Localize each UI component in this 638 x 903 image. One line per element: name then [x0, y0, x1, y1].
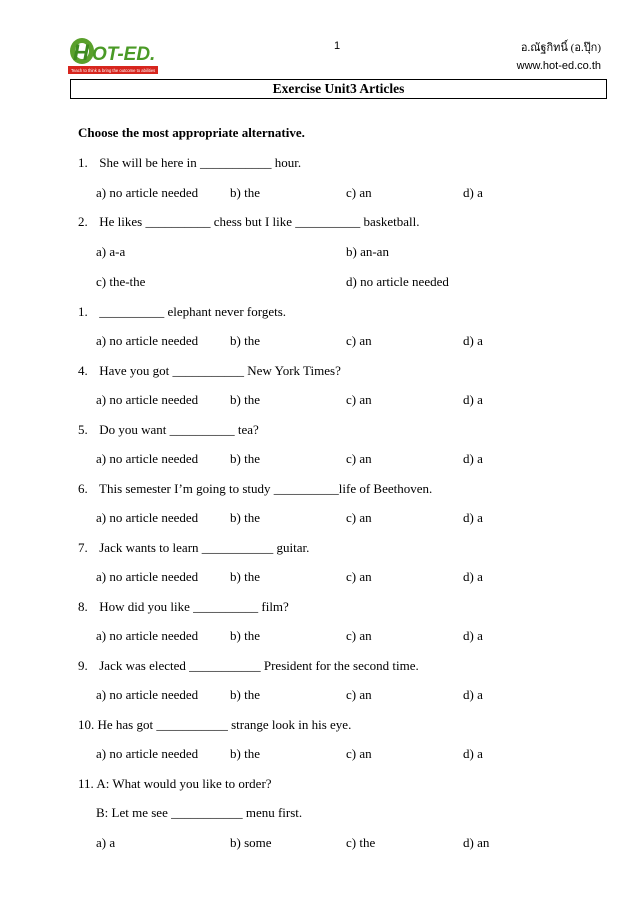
- page-number: 1: [334, 40, 341, 52]
- options-row: [96, 392, 596, 408]
- instruction-text: Choose the most appropriate alternative.: [78, 125, 305, 140]
- question-number: 6.: [78, 481, 88, 496]
- option-b[interactable]: b) an-an: [346, 244, 389, 259]
- options-row: [96, 569, 596, 585]
- option-b[interactable]: b) the: [230, 746, 260, 761]
- option-a[interactable]: a) no article needed: [96, 451, 199, 466]
- option-a[interactable]: a) no article needed: [96, 185, 199, 200]
- question-text: Jack wants to learn ___________ guitar.: [99, 540, 310, 555]
- question-number: 1.: [78, 304, 88, 319]
- option-c[interactable]: c) an: [346, 185, 372, 200]
- question-text: He likes __________ chess but I like __________ basketball.: [99, 214, 420, 229]
- page-title: Exercise Unit3 Articles: [70, 79, 607, 99]
- option-a[interactable]: a) no article needed: [96, 569, 199, 584]
- option-c[interactable]: c) an: [346, 510, 372, 525]
- option-b[interactable]: b) some: [230, 835, 272, 850]
- question-5: [78, 422, 259, 438]
- option-b[interactable]: b) the: [230, 392, 260, 407]
- option-d[interactable]: d) a: [463, 451, 483, 466]
- question-text: She will be here in ___________ hour.: [99, 155, 302, 170]
- question-number: 10.: [78, 717, 95, 732]
- option-b[interactable]: b) the: [230, 333, 260, 348]
- option-b[interactable]: b) the: [230, 628, 260, 643]
- option-a[interactable]: a) a: [96, 835, 116, 850]
- option-c[interactable]: c) an: [346, 746, 372, 761]
- option-d[interactable]: d) a: [463, 185, 483, 200]
- question-text: He has got ___________ strange look in his eye.: [97, 717, 352, 732]
- options-row: [96, 274, 596, 290]
- options-row: [96, 510, 596, 526]
- option-a[interactable]: a) no article needed: [96, 510, 199, 525]
- question-text: This semester I’m going to study __________life of Beethoven.: [99, 481, 433, 496]
- author-name: อ.ณัฐกิทนิ์ (อ.ปุ๊ก): [520, 42, 601, 54]
- option-a[interactable]: a) no article needed: [96, 333, 199, 348]
- question-number: 11.: [78, 776, 94, 791]
- website-url[interactable]: www.hot-ed.co.th: [516, 60, 601, 72]
- svg-text:H: H: [73, 40, 89, 65]
- option-a[interactable]: a) no article needed: [96, 687, 199, 702]
- question-7: [78, 540, 309, 556]
- question-1: [78, 155, 301, 171]
- option-c[interactable]: c) the-the: [96, 274, 146, 289]
- option-c[interactable]: c) an: [346, 392, 372, 407]
- option-d[interactable]: d) a: [463, 687, 483, 702]
- option-c[interactable]: c) the: [346, 835, 376, 850]
- hot-ed-logo: [68, 34, 160, 78]
- option-b[interactable]: b) the: [230, 687, 260, 702]
- option-c[interactable]: c) an: [346, 687, 372, 702]
- option-c[interactable]: c) an: [346, 628, 372, 643]
- options-row: [96, 835, 596, 851]
- question-6: [78, 481, 432, 497]
- question-number: 5.: [78, 422, 88, 437]
- option-a[interactable]: a) no article needed: [96, 628, 199, 643]
- option-c[interactable]: c) an: [346, 451, 372, 466]
- question-11-line-2: B: Let me see ___________ menu first.: [96, 805, 303, 820]
- question-2: [78, 214, 420, 230]
- svg-text:Teach to think & bring the out: Teach to think & bring the outcome to abilities: [71, 68, 156, 73]
- option-d[interactable]: d) a: [463, 510, 483, 525]
- question-11: [78, 776, 272, 792]
- option-a[interactable]: a) no article needed: [96, 392, 199, 407]
- question-8: [78, 599, 289, 615]
- question-3: [78, 304, 286, 320]
- option-c[interactable]: c) an: [346, 333, 372, 348]
- option-b[interactable]: b) the: [230, 510, 260, 525]
- option-d[interactable]: d) a: [463, 392, 483, 407]
- question-number: 8.: [78, 599, 88, 614]
- question-text: __________ elephant never forgets.: [99, 304, 287, 319]
- options-row: [96, 687, 596, 703]
- option-b[interactable]: b) the: [230, 185, 260, 200]
- options-row: [96, 185, 596, 201]
- option-d[interactable]: d) an: [463, 835, 490, 850]
- question-number: 4.: [78, 363, 88, 378]
- question-text: Jack was elected ___________ President for the second time.: [99, 658, 419, 673]
- options-row: [96, 746, 596, 762]
- option-b[interactable]: b) the: [230, 451, 260, 466]
- option-d[interactable]: d) a: [463, 628, 483, 643]
- option-a[interactable]: a) no article needed: [96, 746, 199, 761]
- question-text: Have you got ___________ New York Times?: [99, 363, 341, 378]
- option-d[interactable]: d) a: [463, 746, 483, 761]
- option-c[interactable]: c) an: [346, 569, 372, 584]
- question-10: [78, 717, 351, 733]
- option-d[interactable]: d) a: [463, 333, 483, 348]
- question-text: A: What would you like to order?: [96, 776, 272, 791]
- question-4: [78, 363, 341, 379]
- svg-text:OT-ED.: OT-ED.: [92, 44, 156, 65]
- question-9: [78, 658, 419, 674]
- question-text: Do you want __________ tea?: [99, 422, 259, 437]
- question-number: 9.: [78, 658, 88, 673]
- options-row: [96, 244, 596, 260]
- options-row: [96, 333, 596, 349]
- question-number: 2.: [78, 214, 88, 229]
- option-a[interactable]: a) a-a: [96, 244, 126, 259]
- options-row: [96, 451, 596, 467]
- option-d[interactable]: d) no article needed: [346, 274, 449, 289]
- option-d[interactable]: d) a: [463, 569, 483, 584]
- question-text: How did you like __________ film?: [99, 599, 289, 614]
- options-row: [96, 628, 596, 644]
- option-b[interactable]: b) the: [230, 569, 260, 584]
- question-number: 7.: [78, 540, 88, 555]
- question-number: 1.: [78, 155, 88, 170]
